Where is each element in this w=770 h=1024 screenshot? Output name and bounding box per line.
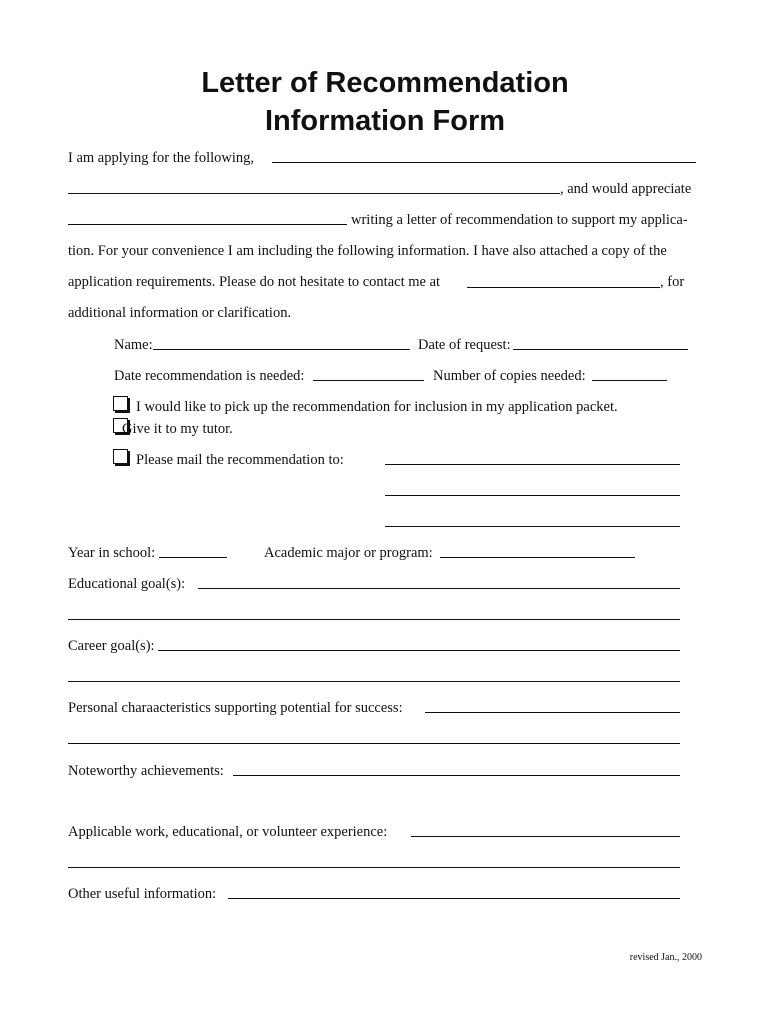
- position-applied-field[interactable]: [272, 162, 696, 163]
- copies-needed-field[interactable]: [592, 380, 667, 381]
- career-goals-field[interactable]: [158, 650, 680, 651]
- educational-goals-field[interactable]: [198, 588, 680, 589]
- date-of-request-label: Date of request:: [418, 337, 511, 353]
- mail-address-line-2[interactable]: [385, 495, 680, 496]
- career-goals-field-continued[interactable]: [68, 681, 680, 682]
- form-title-line-2: Information Form: [264, 105, 506, 137]
- academic-major-label: Academic major or program:: [264, 545, 433, 561]
- position-applied-field-continued[interactable]: [68, 193, 560, 194]
- intro-applying-text: I am applying for the following,: [68, 150, 255, 166]
- intro-additional-text: additional information or clarification.: [68, 305, 292, 321]
- educational-goals-label: Educational goal(s):: [68, 576, 186, 592]
- revision-note: revised Jan., 2000: [629, 952, 702, 963]
- intro-appreciate-text: , and would appreciate: [560, 181, 692, 197]
- achievements-field[interactable]: [233, 775, 680, 776]
- pickup-checkbox[interactable]: [113, 396, 128, 411]
- career-goals-label: Career goal(s):: [68, 638, 155, 654]
- date-of-request-field[interactable]: [513, 349, 688, 350]
- intro-requirements-text: application requirements. Please do not hesitate to contact me at: [68, 274, 441, 290]
- personal-characteristics-label: Personal charaacteristics supporting potential for success:: [68, 700, 403, 716]
- personal-characteristics-field[interactable]: [425, 712, 680, 713]
- experience-field-continued[interactable]: [68, 867, 680, 868]
- other-info-label: Other useful information:: [68, 886, 217, 902]
- name-field[interactable]: [153, 349, 410, 350]
- personal-characteristics-field-continued[interactable]: [68, 743, 680, 744]
- copies-needed-label: Number of copies needed:: [433, 368, 586, 384]
- intro-writing-text: writing a letter of recommendation to support my applica-: [351, 212, 688, 228]
- date-needed-label: Date recommendation is needed:: [114, 368, 305, 384]
- intro-for-text: , for: [660, 274, 685, 290]
- mail-checkbox[interactable]: [113, 449, 128, 464]
- intro-convenience-text: tion. For your convenience I am including the following information. I have also attached a copy of the: [68, 243, 667, 259]
- year-in-school-label: Year in school:: [68, 545, 156, 561]
- contact-info-field[interactable]: [467, 287, 660, 288]
- mail-address-line-1[interactable]: [385, 464, 680, 465]
- date-needed-field[interactable]: [313, 380, 424, 381]
- experience-field[interactable]: [411, 836, 680, 837]
- year-in-school-field[interactable]: [159, 557, 227, 558]
- recommender-name-field[interactable]: [68, 224, 347, 225]
- other-info-field[interactable]: [228, 898, 680, 899]
- mail-address-line-3[interactable]: [385, 526, 680, 527]
- form-title-line-1: Letter of Recommendation: [201, 67, 569, 99]
- pickup-option-label: I would like to pick up the recommendation for inclusion in my application packet.: [136, 399, 618, 415]
- educational-goals-field-continued[interactable]: [68, 619, 680, 620]
- academic-major-field[interactable]: [440, 557, 635, 558]
- achievements-label: Noteworthy achievements:: [68, 763, 224, 779]
- tutor-option-label: Give it to my tutor.: [122, 421, 233, 437]
- name-label: Name:: [114, 337, 153, 353]
- experience-label: Applicable work, educational, or volunteer experience:: [68, 824, 388, 840]
- mail-option-label: Please mail the recommendation to:: [136, 452, 344, 468]
